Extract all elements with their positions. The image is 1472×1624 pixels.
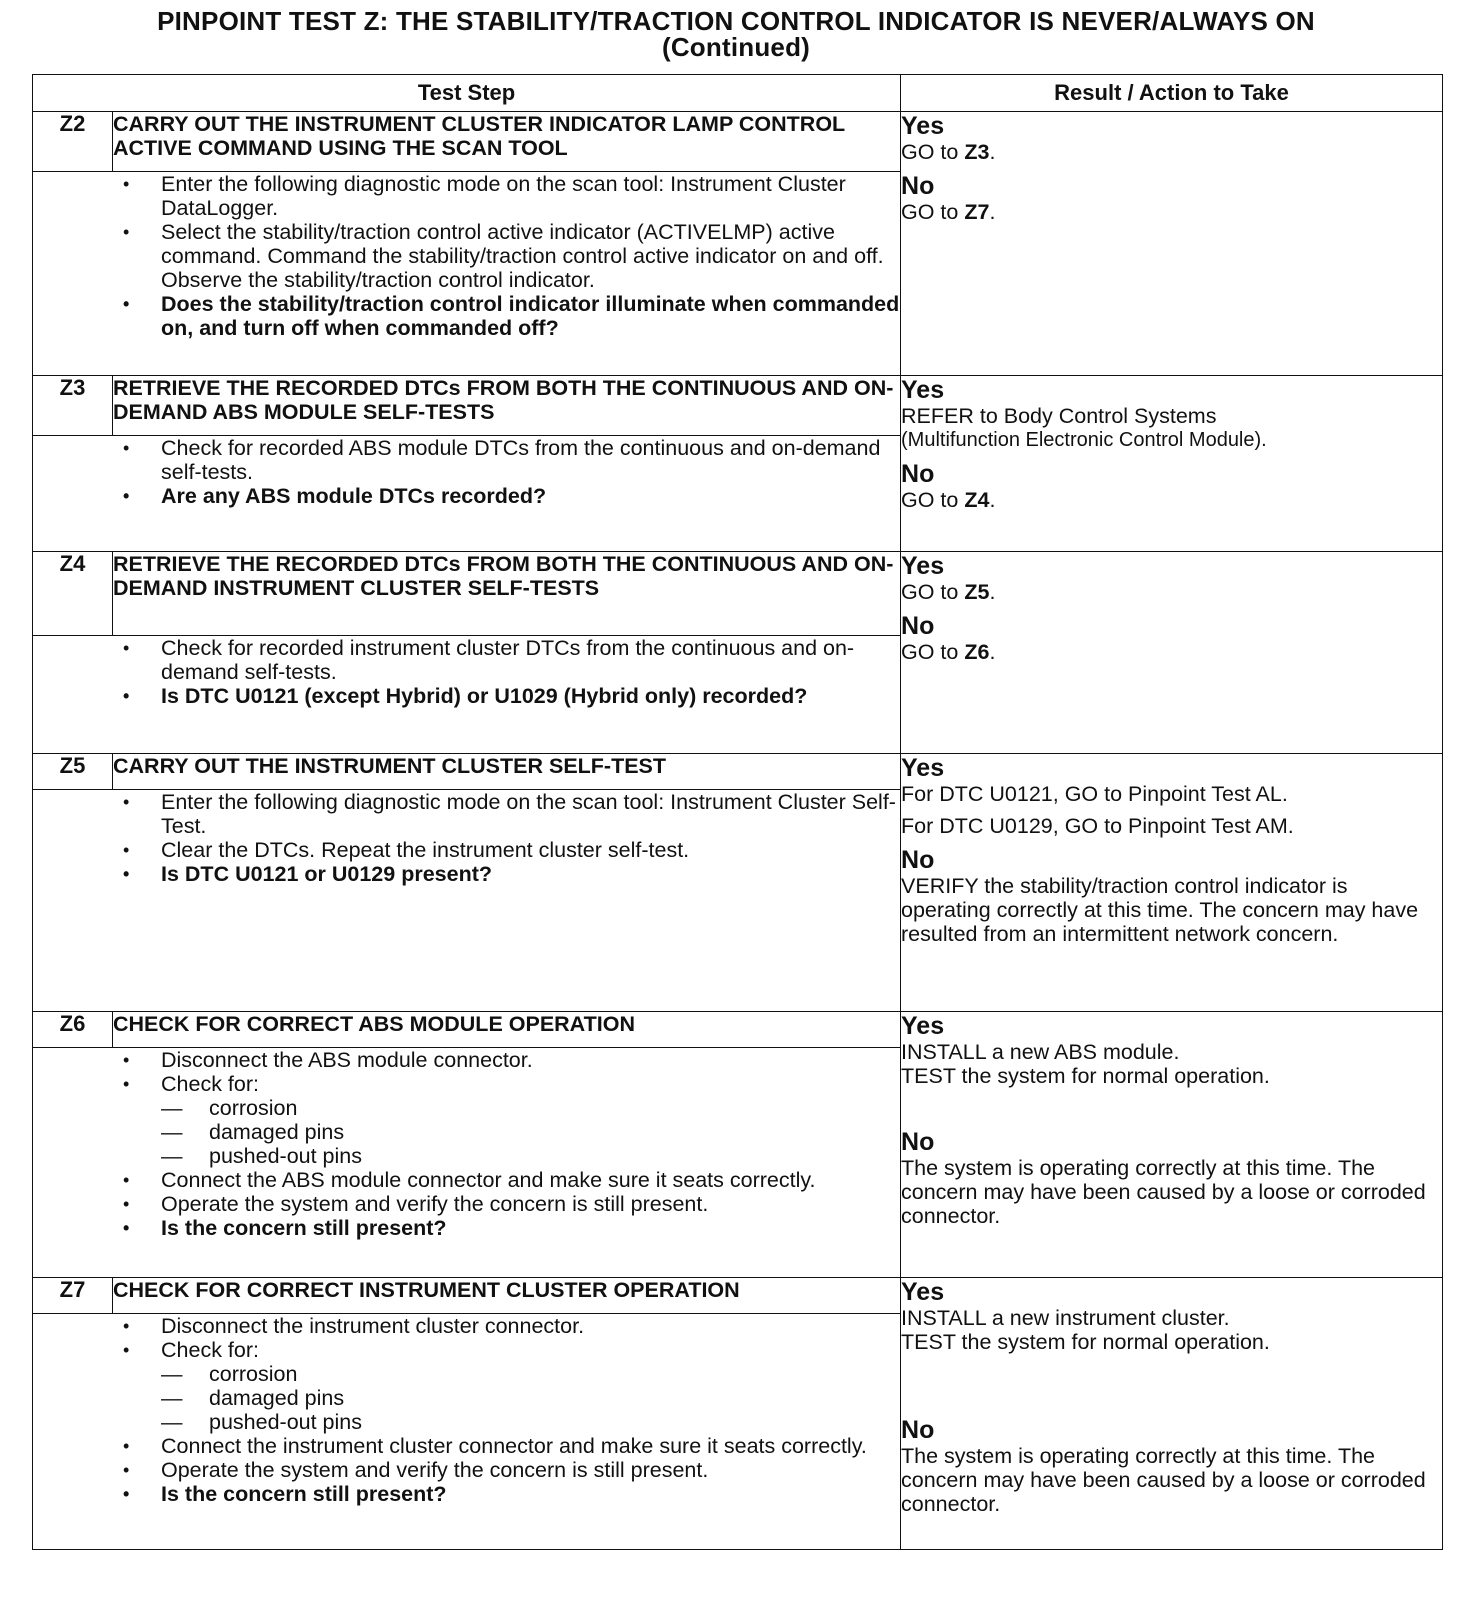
list-item: • Check for: — corrosion — damaged pins — pushed-out pins — [33, 1338, 900, 1434]
step-z6-result — [901, 1012, 1443, 1278]
step-number: Z7 — [33, 1278, 113, 1314]
result-yes-label: Yes — [901, 1278, 945, 1306]
step-heading: CHECK FOR CORRECT ABS MODULE OPERATION — [113, 1012, 901, 1048]
result-no-label: No — [901, 612, 935, 640]
result-no-text: GO to Z4. — [901, 488, 996, 512]
result-yes-text: GO to Z5. — [901, 580, 996, 604]
result-yes-text: For DTC U0129, GO to Pinpoint Test AM. — [901, 814, 1294, 838]
result-yes-text: TEST the system for normal operation. — [901, 1064, 1270, 1088]
step-heading: CHECK FOR CORRECT INSTRUMENT CLUSTER OPERATION — [113, 1278, 901, 1314]
step-z6-heading-row — [33, 1012, 1443, 1048]
list-item: • Select the stability/traction control active indicator (ACTIVELMP) active command. Command the stability/traction control active indicator on and off. Observe the stability/traction control indicator. — [33, 220, 900, 292]
result-no-label: No — [901, 172, 935, 200]
step-heading: RETRIEVE THE RECORDED DTCs FROM BOTH THE CONTINUOUS AND ON-DEMAND ABS MODULE SELF-TESTS — [113, 376, 901, 436]
step-heading: CARRY OUT THE INSTRUMENT CLUSTER SELF-TEST — [113, 754, 901, 790]
result-no-label: No — [901, 1128, 935, 1156]
step-body — [33, 1048, 901, 1278]
step-z5-heading-row — [33, 754, 1443, 790]
list-item: • Operate the system and verify the concern is still present. — [33, 1192, 900, 1216]
result-yes-text: TEST the system for normal operation. — [901, 1330, 1270, 1354]
step-number: Z6 — [33, 1012, 113, 1048]
result-yes-text: INSTALL a new ABS module. — [901, 1040, 1180, 1064]
result-yes-label: Yes — [901, 376, 945, 404]
step-list — [33, 1314, 900, 1506]
result-yes-label: Yes — [901, 1012, 945, 1040]
list-item: • Disconnect the instrument cluster connector. — [33, 1314, 900, 1338]
list-item: • Enter the following diagnostic mode on the scan tool: Instrument Cluster Self-Test. — [33, 790, 900, 838]
sub-list-item: — damaged pins — [161, 1120, 900, 1144]
step-z3-heading-row — [33, 376, 1443, 436]
step-number: Z4 — [33, 552, 113, 636]
table-header-row — [33, 75, 1443, 112]
list-item: • Operate the system and verify the concern is still present. — [33, 1458, 900, 1482]
step-body — [33, 636, 901, 754]
sub-list-item: — corrosion — [161, 1096, 900, 1120]
result-yes-label: Yes — [901, 754, 945, 782]
sub-list — [161, 1362, 900, 1434]
step-number: Z5 — [33, 754, 113, 790]
step-z4-result — [901, 552, 1443, 754]
list-item: • Clear the DTCs. Repeat the instrument cluster self-test. — [33, 838, 900, 862]
result-yes-label: Yes — [901, 552, 945, 580]
step-z7-result — [901, 1278, 1443, 1550]
result-no-text: The system is operating correctly at this time. The concern may have been caused by a loose or corroded connector. — [901, 1444, 1426, 1516]
step-z3-result — [901, 376, 1443, 552]
step-heading: RETRIEVE THE RECORDED DTCs FROM BOTH THE CONTINUOUS AND ON-DEMAND INSTRUMENT CLUSTER SELF-TESTS — [113, 552, 901, 636]
header-test-step: Test Step — [33, 75, 901, 112]
result-yes-text: INSTALL a new instrument cluster. — [901, 1306, 1230, 1330]
step-question: • Is DTC U0121 (except Hybrid) or U1029 (Hybrid only) recorded? — [33, 684, 900, 708]
result-no-text: The system is operating correctly at this time. The concern may have been caused by a loose or corroded connector. — [901, 1156, 1426, 1228]
step-body — [33, 436, 901, 552]
result-no-text: GO to Z7. — [901, 200, 996, 224]
list-item: • Connect the ABS module connector and make sure it seats correctly. — [33, 1168, 900, 1192]
sub-list-item: — damaged pins — [161, 1386, 900, 1410]
step-question: • Is the concern still present? — [33, 1216, 900, 1240]
sub-list — [161, 1096, 900, 1168]
step-question: • Is DTC U0121 or U0129 present? — [33, 862, 900, 886]
step-z4-heading-row — [33, 552, 1443, 636]
result-yes-text: GO to Z3. — [901, 140, 996, 164]
page-title — [0, 8, 1472, 60]
list-item: • Check for: — corrosion — damaged pins — pushed-out pins — [33, 1072, 900, 1168]
step-list — [33, 172, 900, 340]
step-list — [33, 636, 900, 708]
sub-list-item: — corrosion — [161, 1362, 900, 1386]
step-z2-result — [901, 112, 1443, 376]
step-list — [33, 1048, 900, 1240]
step-number: Z2 — [33, 112, 113, 172]
title-line-2: (Continued) — [661, 32, 811, 62]
result-yes-text: For DTC U0121, GO to Pinpoint Test AL. — [901, 782, 1288, 806]
list-item: • Check for recorded ABS module DTCs from the continuous and on-demand self-tests. — [33, 436, 900, 484]
pinpoint-test-table — [32, 74, 1443, 1550]
step-z2-heading-row — [33, 112, 1443, 172]
result-no-text: GO to Z6. — [901, 640, 996, 664]
step-body — [33, 1314, 901, 1550]
step-body — [33, 172, 901, 376]
step-number: Z3 — [33, 376, 113, 436]
list-item: • Check for recorded instrument cluster DTCs from the continuous and on-demand self-tests. — [33, 636, 900, 684]
step-list — [33, 790, 900, 886]
header-result: Result / Action to Take — [901, 75, 1443, 112]
sub-list-item: — pushed-out pins — [161, 1144, 900, 1168]
step-list — [33, 436, 900, 508]
sub-list-item: — pushed-out pins — [161, 1410, 900, 1434]
step-question: • Is the concern still present? — [33, 1482, 900, 1506]
result-yes-label: Yes — [901, 112, 945, 140]
result-no-label: No — [901, 846, 935, 874]
step-z5-result — [901, 754, 1443, 1012]
list-item: • Enter the following diagnostic mode on the scan tool: Instrument Cluster DataLogger. — [33, 172, 900, 220]
result-no-text: VERIFY the stability/traction control indicator is operating correctly at this time. The concern may have resulted from an intermittent network concern. — [901, 874, 1419, 946]
step-question: • Are any ABS module DTCs recorded? — [33, 484, 900, 508]
list-item: • Disconnect the ABS module connector. — [33, 1048, 900, 1072]
result-no-label: No — [901, 460, 935, 488]
title-line-1: PINPOINT TEST Z: THE STABILITY/TRACTION CONTROL INDICATOR IS NEVER/ALWAYS ON — [157, 6, 1315, 36]
list-item: • Connect the instrument cluster connector and make sure it seats correctly. — [33, 1434, 900, 1458]
step-body — [33, 790, 901, 1012]
step-question: • Does the stability/traction control indicator illuminate when commanded on, and turn off when commanded off? — [33, 292, 900, 340]
result-no-label: No — [901, 1416, 935, 1444]
result-yes-text: REFER to Body Control Systems — [901, 404, 1217, 428]
step-heading: CARRY OUT THE INSTRUMENT CLUSTER INDICATOR LAMP CONTROL ACTIVE COMMAND USING THE SCAN TOOL — [113, 112, 901, 172]
result-yes-text: (Multifunction Electronic Control Module). — [901, 429, 1267, 451]
step-z7-heading-row — [33, 1278, 1443, 1314]
